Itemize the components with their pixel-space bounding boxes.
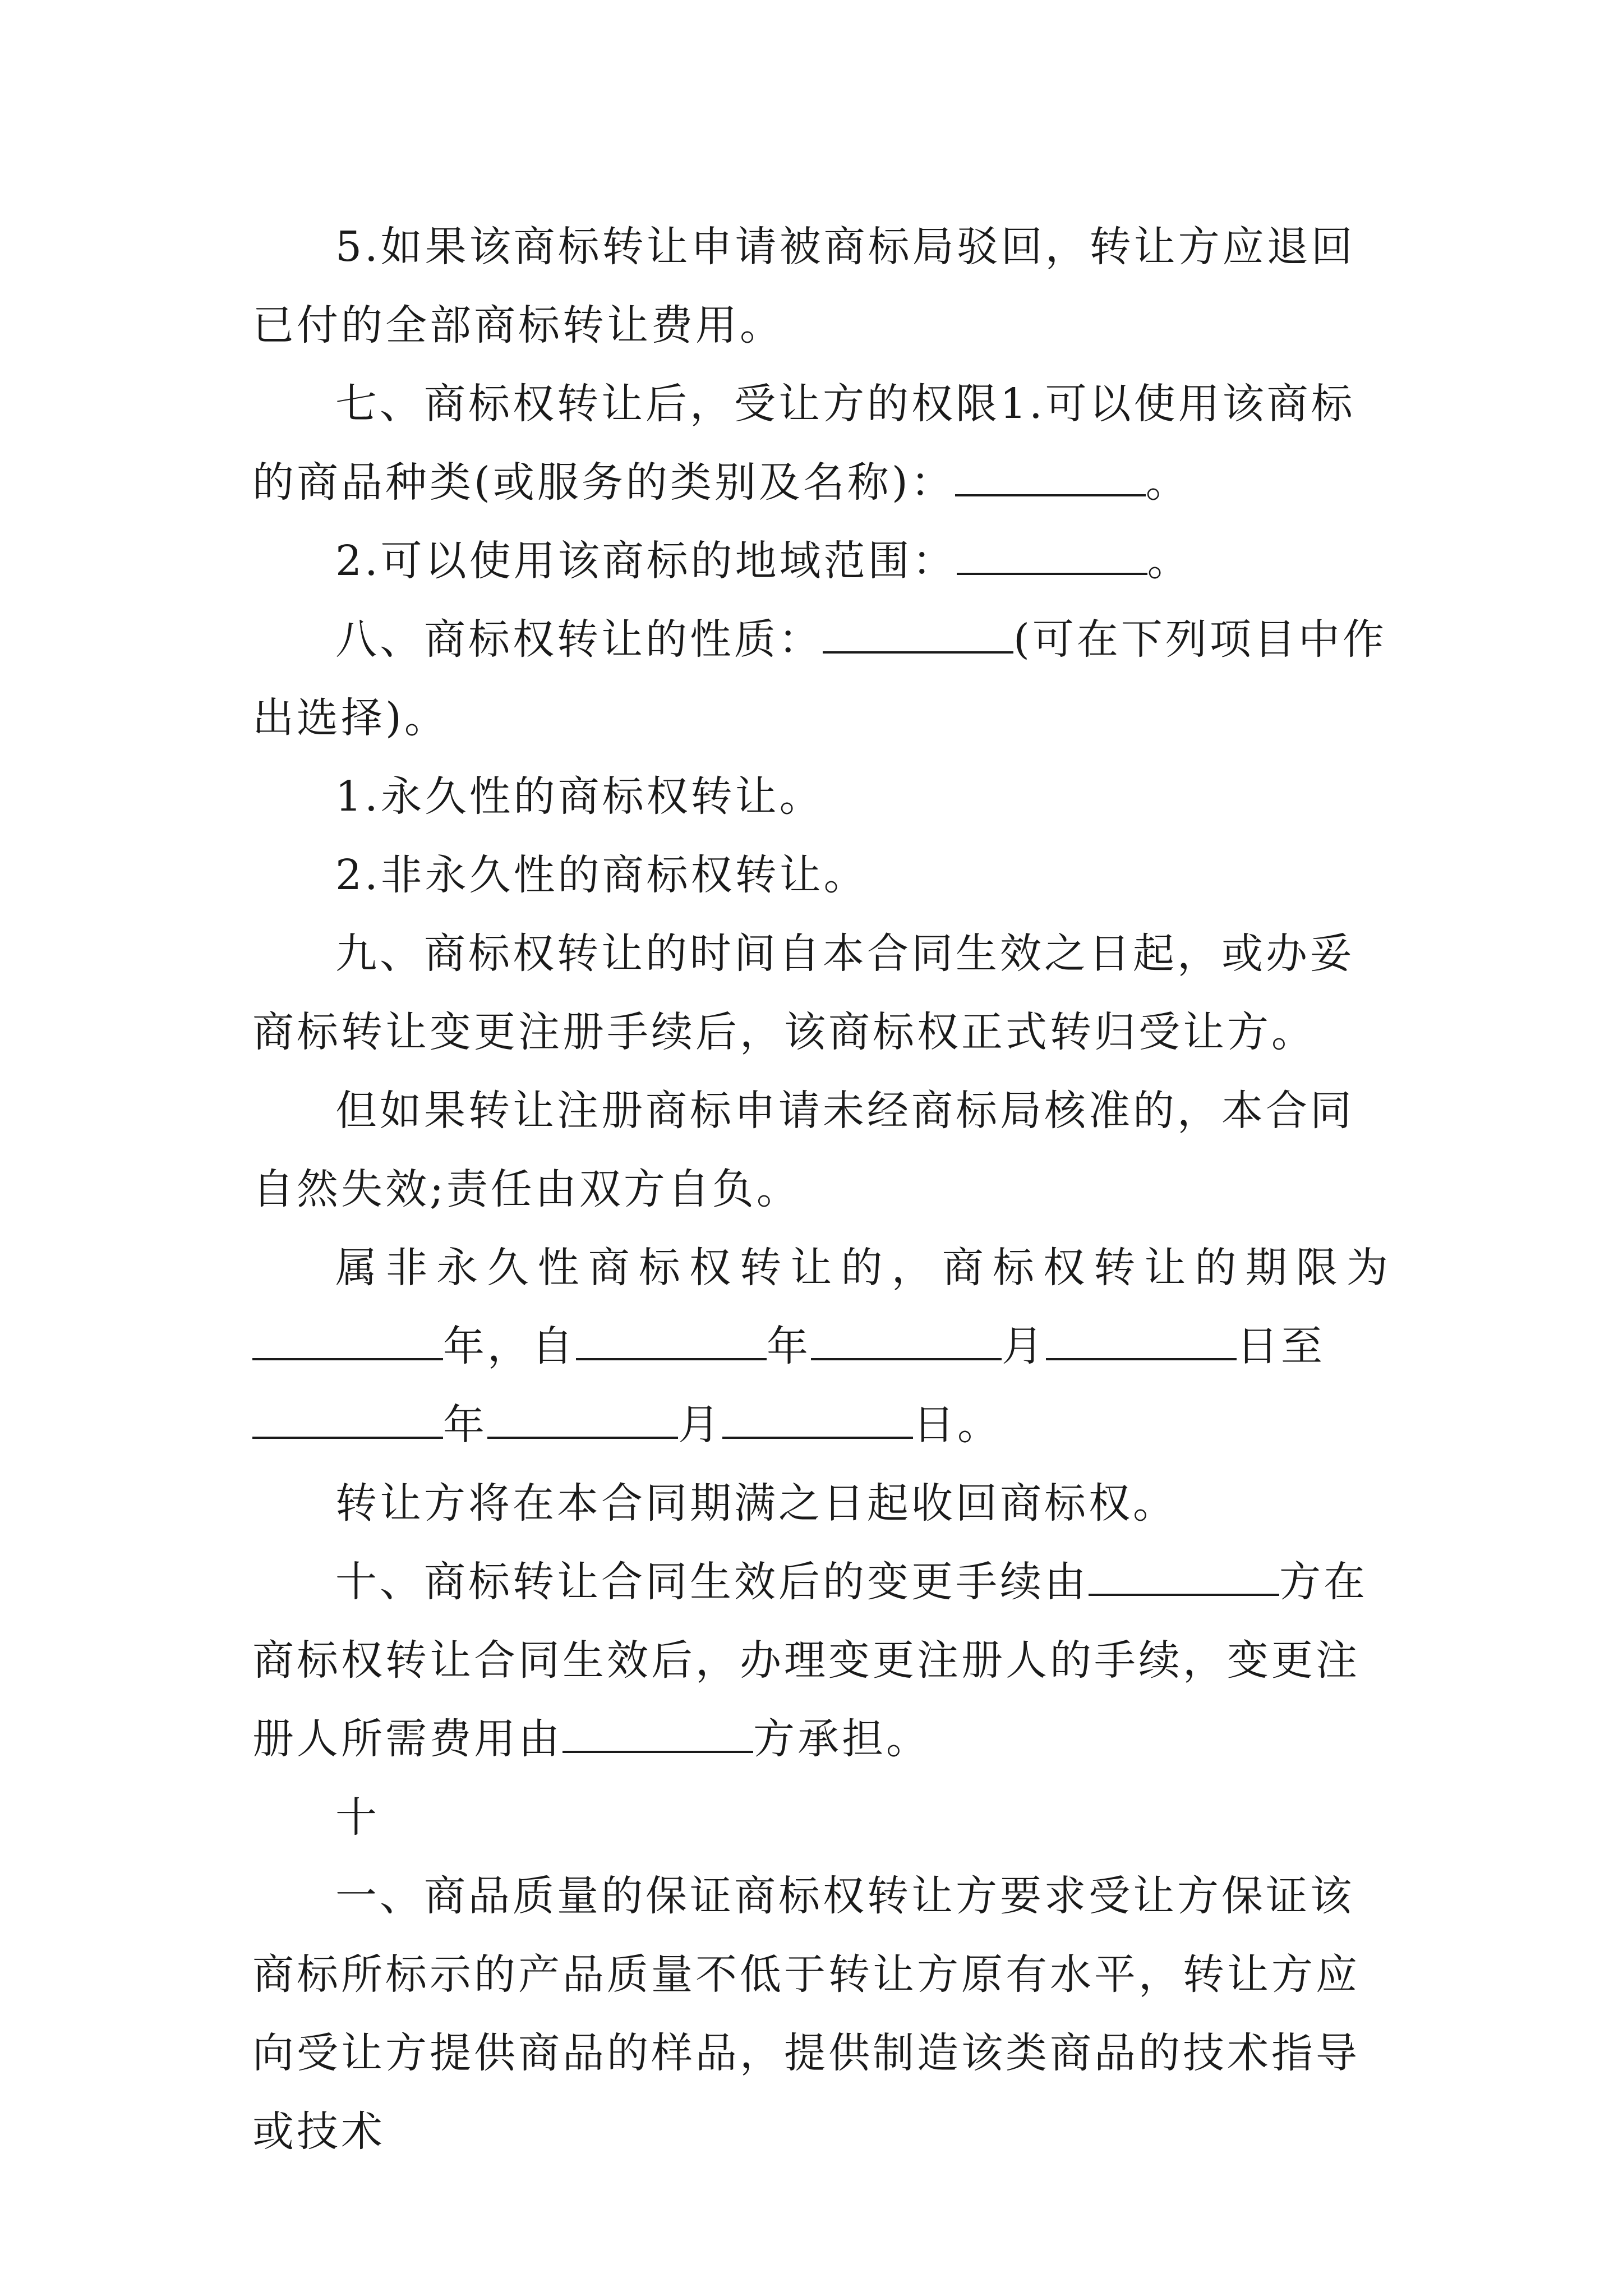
fill-blank[interactable] [811,1324,1002,1360]
paragraph-text: 5.如果该商标转让申请被商标局驳回，转让方应退回已付的全部商标转让费用。 [252,223,1355,349]
paragraph-text: 年 [767,1322,811,1370]
paragraph-quality-guarantee [252,1857,1391,2171]
paragraph-text: 但如果转让注册商标申请未经商标局核准的，本合同自然失效;责任由双方自负。 [252,1087,1354,1213]
paragraph-text: 月 [1002,1322,1046,1370]
fill-blank[interactable] [562,1717,753,1753]
paragraph-text: 日。 [913,1401,1002,1449]
fill-blank[interactable] [576,1324,767,1360]
paragraph-text: 2.非永久性的商标权转让。 [335,851,868,899]
paragraph-text: (可在下列项目中作出选择)。 [252,615,1387,742]
paragraph-section-eleven [252,1778,1391,1857]
paragraph-text: 年 [443,1401,487,1449]
paragraph-change-procedure [252,1543,1391,1778]
paragraph-text: 方在商标权转让合同生效后，办理变更注册人的手续，变更注册人所需费用由 [252,1558,1368,1763]
paragraph-text: 八、商标权转让的性质： [335,615,823,664]
paragraph-text: 十 [335,1793,380,1842]
paragraph-text: 转让方将在本合同期满之日起收回商标权。 [335,1479,1177,1527]
fill-blank[interactable] [252,1324,443,1360]
paragraph-term-line3 [252,1386,1391,1464]
paragraph-non-permanent [252,836,1391,914]
paragraph-transfer-time [252,914,1391,1071]
paragraph-nature [252,600,1391,757]
paragraph-text: 十、商标转让合同生效后的变更手续由 [335,1558,1089,1606]
paragraph-text: 1.永久性的商标权转让。 [335,772,824,821]
paragraph-text: 2.可以使用该商标的地域范围： [335,537,957,585]
fill-blank[interactable] [722,1403,913,1439]
paragraph-invalid [252,1071,1391,1228]
paragraph-territory [252,522,1391,600]
paragraph-text: 月 [678,1401,722,1449]
paragraph-rights-after-transfer [252,365,1391,522]
fill-blank[interactable] [1089,1560,1279,1596]
paragraph-text: 七、商标权转让后，受让方的权限1.可以使用该商标的商品种类(或服务的类别及名称)： [252,380,1355,507]
paragraph-text: 。 [1145,458,1190,507]
fill-blank[interactable] [252,1403,443,1439]
paragraph-text: 日至 [1237,1322,1325,1370]
paragraph-text: 一、商品质量的保证商标权转让方要求受让方保证该商标所标示的产品质量不低于转让方原有水平，转让方应向受让方提供商品的样品，提供制造该类商品的技术指导或技术 [252,1872,1360,2156]
paragraph-text: 属非永久性商标权转让的，商标权转让的期限为 [335,1244,1391,1292]
paragraph-term-line2 [252,1307,1391,1386]
paragraph-refund [252,208,1391,365]
fill-blank[interactable] [957,539,1147,575]
fill-blank[interactable] [487,1403,678,1439]
fill-blank[interactable] [823,618,1013,654]
paragraph-text: 。 [1147,537,1192,585]
paragraph-text: 九、商标权转让的时间自本合同生效之日起，或办妥商标转让变更注册手续后，该商标权正式转归受让方。 [252,930,1354,1056]
paragraph-term-line1 [252,1228,1391,1307]
paragraph-reclaim [252,1464,1391,1543]
paragraph-text: 方承担。 [753,1715,930,1763]
fill-blank[interactable] [955,461,1146,496]
paragraph-text: 年，自 [443,1322,576,1370]
fill-blank[interactable] [1046,1324,1237,1360]
paragraph-permanent [252,757,1391,836]
